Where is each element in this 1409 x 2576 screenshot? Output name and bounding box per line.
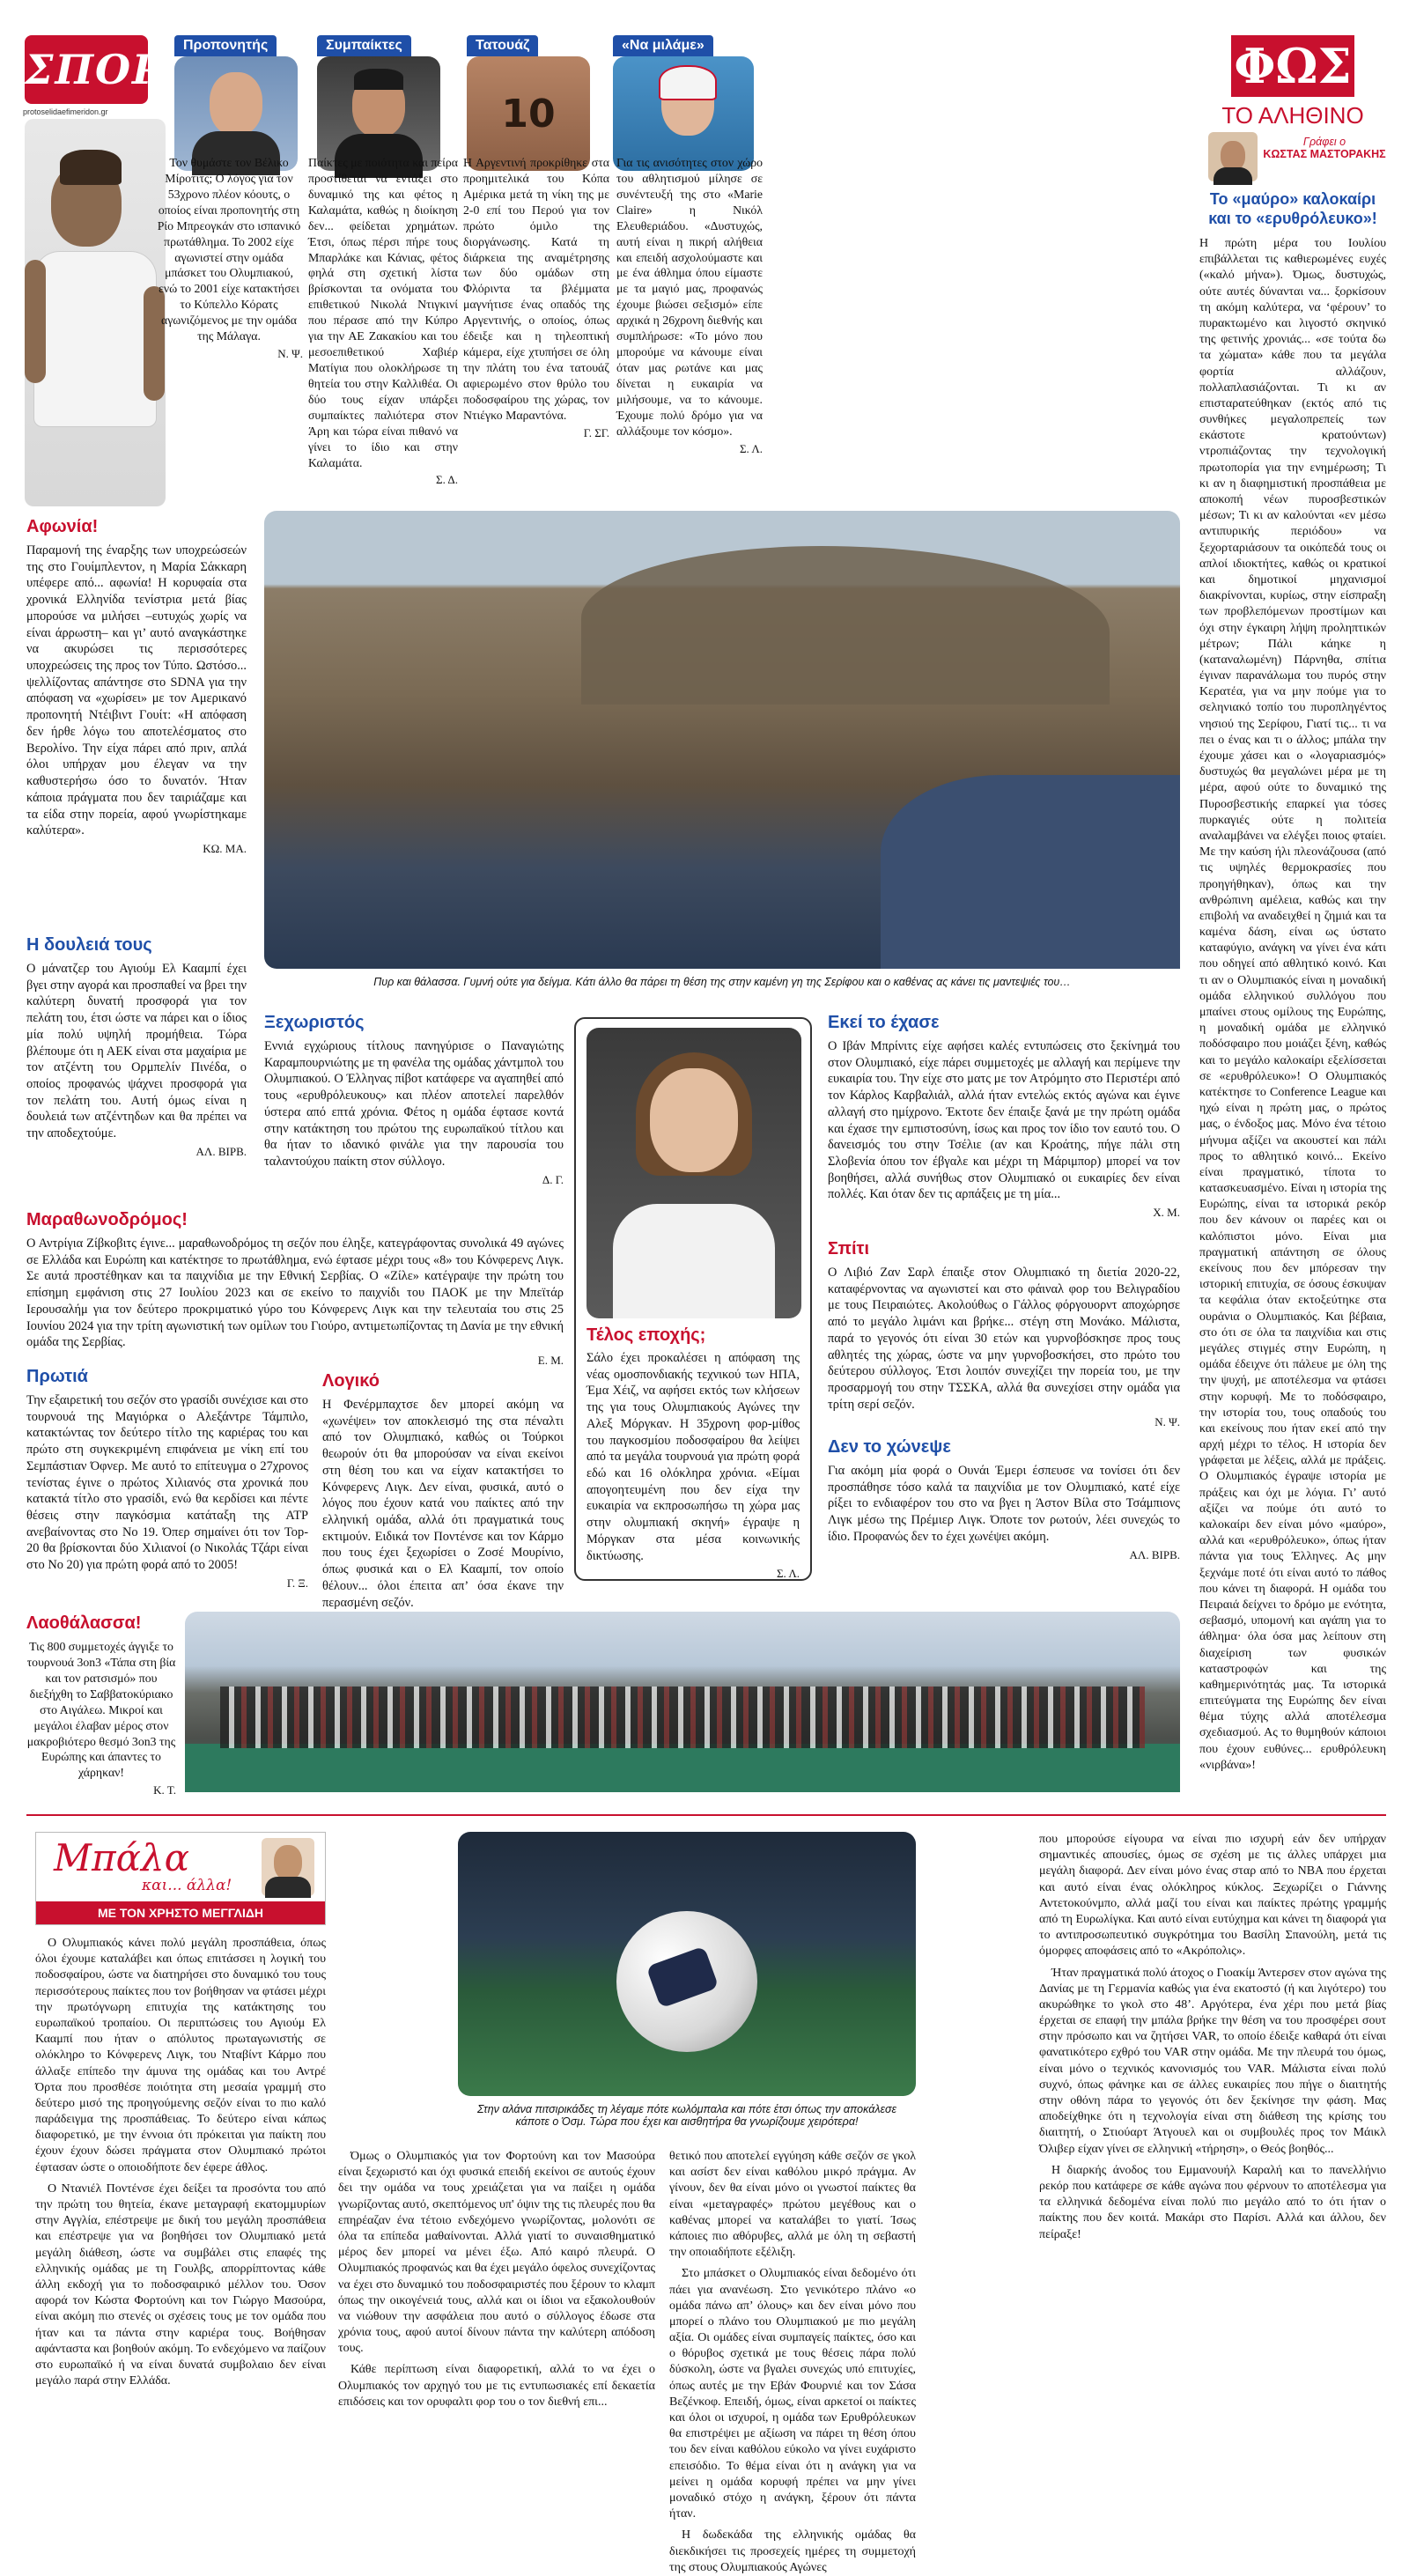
strip-tattoo-text: Η Αργεντινή προκρίθηκε στα προημιτελικά του Κόπα Αμέρικα μετά τη νίκη της με 2-0 επί του Περού για τον πρώτο όμιλο της διοργάνωσης. Κατά τη διάρκεια της αναμέτρησης των δύο ομάδων στη Φλόριντα τα βλέμματα μαγνήτισε ένας οπαδός της Αργεντινής, ο οποίος, όπως έδειξε και η τηλεοπτική κάμερα, είχε χτυπήσει σε όλη την πλάτη του ένα τατουάζ αφιερωμένο στον θρύλο του ποδοσφαίρου της χώρας, τον Ντιέγκο Μαραντόνα. Γ. ΣΓ. xyxy=(463,156,609,439)
article-douleia: Η δουλειά τους Ο μάνατζερ του Αγιούμ Ελ Κααμπί έχει βγει στην αγορά και προσπαθεί να βρει την καλύτερη δυνατή προσφορά για τον πελάτη του, έτσι ώστε να πάρει και ο ίδιος μία πολύ υψηλή προμήθεια. Τώρα βλέπουμε ότι η ΑΕΚ είναι στα μαχαίρια με τον ατζέντη του Ορμπελίν Πινέδα, ο οποίος προφανώς ψάχνει προσφορά για τον πελάτη του. Αυτή όμως είναι η δουλειά των ατζέντηδων και θα πρέπει να την αποδεχτούμε. ΑΛ. ΒΙΡΒ. xyxy=(26,935,247,1158)
source-label: protoselidaefimeridon.gr xyxy=(23,107,108,116)
marathon-heading: Μαραθωνοδρόμος! xyxy=(26,1210,188,1229)
mpala-col4: που μπορούσε είγουρα να είναι πιο ισχυρή εάν δεν υπήρχαν σημαντικές απουσίες, όμως σε σχέση με τις άλλες υπάρχει μια μεγάλη διαφορά. Δεν είναι μόνο ένας σταρ από το NBA που έρχεται και αυτό είναι ένας ολόκληρος κύκλος. Ξεχωρίζει ο Γιάννης Αντετοκούνμπο, αλλά μαζί του είναι και παίκτες πρώτης γραμμής από τη Ευρωλίγκα. Και αυτό είναι ευτύχημα και κάνει τη διαφορά για το αντιπροσωπευτικό συγκρότημα του Βασίλη Σπανούλη, μετά τις όμορφες αποφάσεις από το «Ακρόπολις». Ήταν πραγματικά πολύ άτοχος ο Γιοακίμ Άντερσεν στον αγώνα της Δανίας με τη Γερμανία καθώς για ένα εκατοστό (ή και λιγότερο) του ακυρώθηκε το γκολ στο 48’. Αργότερα, ένα χέρι που μετά βίας έρχεται σε επαφή την μπάλα βρήκε την θέση να του προσφέρει σουτ στην πρόσωπο και να ζητήσει VAR, το οποίο έδειξε καθαρά ότι είναι φανατικότερο εχθρό του VAR στην ομάδα. Με την πλευρά του όμως, είναι μόνο ο τεχνικός κανονισμός του VAR. Μάλιστα είναι πολύ συχνό, όπως φάνηκε και σε άλλες ευκαιρίες που πήγε ο διαιτητής στην οθόνη πάρα το γεγονός ότι δεν ξεκίνησε την φάση. Μας αποδείχθηκε ότι η τεχνολογία είναι στη διάθεση της κρίσης του διαιτητή, ο Στιούαρτ Άτγουελ και οι συμβουλές προς τον Μάικλ Όλιβερ είχαν γίνει σε ελληνική «τήρηση», ο Θεός βοηθός... Η διαρκής άνοδος του Εμμανουήλ Καραλή και το πανελλήνιο ρεκόρ που κατάφερε σε κάθε αγώνα που φέρνουν το αποτέλεσμα για τα ελληνικά δεδομένα είναι πολύ πιο μεγάλο από το ότι ήταν ο παίκτης που δεν κοιτά. Μακάρι στο Παρίσι. Αλλά και άλλου, δεν πείραξε! xyxy=(1039,1833,1386,2241)
article-afonia: Αφωνία! Παραμονή της έναρξης των υποχρεώσεών της στο Γουίμπλεντον, η Μαρία Σάκκαρη υπέφερε από... αφωνία! Η κορυφαία στα χρονικά Ελληνίδα τενίστρια μετά βίας μπορούσε να μιλήσει –ευτυχώς χωρίς να είναι άρρωστη– και γι’ αυτό αναγκάστηκε να ακυρώσει τις περισσότερες υποχρεώσεις της προς τον Τύπο. Ωστόσο... ψελλίζοντας απάντησε στο SDNA για την απόφαση να «χωρίσει» με τον Αμερικανό προπονητή Ντέιβιντ Γουίτ: «Η απόφαση δεν ήρθε λόγω του αποτελέσματος στο Βερολίνο. Την είχα πάρει από πριν, απλά όλοι υπήρχαν μου έλεγαν να την καθυστερήσω όσο το δυνατόν. Ήταν κάποια πράγματα που δεν ταιριάζαμε και τα είδα στην πορεία, αφού γνωρίστηκαμε καλύτερα». ΚΩ. ΜΑ. xyxy=(26,517,247,855)
strip-tattoo xyxy=(467,35,590,171)
xexoristos-heading: Ξεχωριστός xyxy=(264,1013,365,1032)
fos-body: Η πρώτη μέρα του Ιουλίου επιβάλλεται τις καθιερωμένες ευχές («καλό μήνα»). Όμως, δυστυχώς, ούτε αυτές δύνανται να... ξορκίσουν τη ακόμη καλύτερα, να ‘φέρουν’ το πυρακτωμένο και λιγοστό σκηνικό της φετινής χρονιάς... «σε τούτα δω τα χώματα» κάθε που τα μεγάλα φορτία αλλάζουν, πολλαπλασιάζονται. Τι κι αν επισταρατεύθηκαν (εκτός από τις συνθήκες μεγαλοπρεπείς των εκάστοτε κρατούντων) ντροπιάζοντας την τεχνολογική πρωτοπορία για την ενημέρωση; Τι κι αν η διαφημιστική προσπάθεια με αποκοπή νέων πυροσβεστικών μέσων; Τι κι αν καλούνται «εν μέσω αντιπυρικής περιόδου» να ξεχορταριάσουν τα οικόπεδά τους οι απλοί ιδιοκτήτες, καθώς οι κρατικοί και δημοτικοί μηχανισμοί διακρίνονται, κυρίως, στην είσπραξη των προβλεπόμενων προστίμων και όχι στην έγκαιρη λήψη προληπτικών μέτρων; Πάλι κάηκε η (καταναλωμένη) Πάρνηθα, σπίτια έγιναν παρανάλωμα του πυρός στην Κερατέα, για να μην πούμε για το σεληνιακό τοπίο του πυροπληγέντος νησιού της Σερίφου, Γιατί τις... τι να πει ο ένας και τι ο άλλος; μπάλα την έχουμε χάσει και ο «λογαριασμός» δυστυχώς θα μεγαλώνει μέρα με τη μέρα, αφού ούτε το δυναμικό της Πυροσβεστικής επαρκεί για τόσες πυρκαγιές ούτε η πολιτεία αναλαμβάνει να ελέγξει ποιος φταίει. Με την καύση ήλι πλεονάζουσα (από τις υψηλές θερμοκρασίες που προηγήθηκαν), όπως και την ανθρώπινη αμέλεια, καθώς και την επιβολή να αναδειχθεί η ζημιά και τα καμένα δάση, είναι ως ύστατο καταφύγιο, ανάγκη να γίνει ένα κάτι που οδηγεί από αθλητικό κοινό. Και τι αν ο Ολυμπιακός είναι η μοναδική ομάδα ελληνικού συλλόγου που μπαίνει στους ομίλους της Ευρώπης, η μοναδική ομάδα με ελληνικό ποδόσφαιρο που μοιάζει ξένη, καθώς και το μεγάλο καλοκαίρι εξελίσσεται σε «ερυθρόλευκο»! Ο Ολυμπιακός κατέκτησε το Conference League και ηχώ είναι η πρώτη μας, ο πρώτος μας, ο ένδοξος μας. Μόνο ένα τέτοιο μήνυμα αξίζει να ακουστεί και πάλι προς το αθλητικό κοινό... Εκείνο είναι πραγματικό, τίποτα το κατασκευασμένο. Είναι η ιστορία της Ευρώπης, είναι τα ιστορικά ρεκόρ που δεν κάνουν οι παρέες και οι καλόπιστοι μόνο. Είναι μια πραγματική απάντηση σε όλους εκείνους που δεν μπόρεσαν την ιστορική επιτυχία, σε όσους έσκυψαν τα κεφάλια όταν εκτοξεύτηκε στα ουράνια ο Ολυμπιακός. Και βέβαια, στο ότι σε όλα τα παιχνίδια και στις μεγάλες στιγμές στην Ευρώπη, η ομάδα έδειχνε ότι πάλευε με όλη της την ψυχή, με αποτέλεσμα να φτάσει στην κορυφή. Με το ποδόσφαιρο, την ιστορία του, τους οπαδούς του και εκείνους που ήταν εκεί από την αρχή μέχρι το τέλος. Η ιστορία δεν γράφεται με λέξεις, αλλά με πράξεις. Ο Ολυμπιακός έγραψε ιστορία με πράξεις και όχι με λόγια. Γι’ αυτό αξίζει να πούμε ότι αυτό το καλοκαίρι δεν είναι μόνο «μαύρο», αλλά και «ερυθρόλευκο», όπως ήταν πάντα για τους Έλληνες. Ας μην ξεχνάμε ποτέ ότι είναι αυτό το πάθος που κάνει τη διαφορά. Η ομάδα του Πειραιά δείχνει το δρόμο με ενότητα, σεβασμό, υπομονή και αγάπη για το άθλημα· όλα όσα μας λείπουν στη διαχείριση των φυσικών καταστροφών και της καθημερινότητάς μας. Τα ιστορικά επιτεύγματα της Ευρώπης δεν είναι θέμα τύχης αλλά αποτέλεσμα σχεδιασμού. Ας το θυμηθούν κάποιοι που έχουν ευθύνες... ερυθρόλευκη «νιρβάνα»! xyxy=(1199,237,1386,1772)
strip-tattoo-tab: Τατουάζ xyxy=(467,35,538,56)
fos-author-avatar xyxy=(1208,132,1258,181)
ball-caption: Στην αλάνα πιτσιρικάδες τη λέγαμε πότε κωλόμπαλα και πότε έτσι όπως την αποκάλεσε κάποτε ο Όσμ. Τώρα που έχει και αισθητήρα θα γνωρίζουμε χειρότερα! xyxy=(476,2103,897,2128)
strip-coach-tab: Προπονητής xyxy=(174,35,277,56)
article-xexoristos: Ξεχωριστός Εννιά εγχώριους τίτλους πανηγύρισε ο Παναγιώτης Καραμπουρνιώτης με τη φανέλα της ομάδας χάντμπολ του Ολυμπιακού. Ο Έλληνας πίβοτ κατάφερε να αγαπηθεί από τους «ερυθρόλευκους» και πλέον αποτελεί παρελθόν ύστερα από επτά χρόνια. Φέτος η ομάδα έφτασε κοντά στην κατάκτηση του πρώτου της ευρωπαϊκού τίτλου και θα ήταν το ιδανικό φινάλε για την παρουσία του ταλαντούχου παίκτη στον σύλλογο. Δ. Γ. xyxy=(264,1013,564,1186)
den-heading: Δεν το χώνεψε xyxy=(828,1437,951,1457)
laothalassa-heading: Λαοθάλασσα! xyxy=(26,1613,142,1633)
article-ekei: Εκεί το έχασε Ο Ιβάν Μπρίνιτς είχε αφήσει καλές εντυπώσεις στο ξεκίνημά του στον Ολυμπιακό, είχε πάρει συμμετοχές με αλλαγή και περίμενε την ευκαιρία του. Την είχε στο ματς με τον Ατρόμητο στο Περιστέρι από τον Κάρλος Καρβαλιάλ, αλλά ήταν εντελώς εκτός αγώνα και έγινε αλλαγή στο ημίχρονο. Έκτοτε δεν έπαιξε ξανά με την πρώτη ομάδα και έχασε την εμπιστοσύνη, ίσως και προς τον ίδιο τον εαυτό του. Ο δανεισμός του στην Τσέλιε (αν και Κροάτης, πήγε πάλι στη Σλοβενία όπου τον έβγαλε και μέχρι τη Μάριμπορ) μπορεί να τον βοηθήσει, αλλά συνήθως στον Ολυμπιακό οι ευκαιρίες δεν είναι πολλές. Και όταν δεν τις αρπάξεις με τη μία... Χ. Μ. xyxy=(828,1013,1180,1220)
mpala-logo-sub: και... άλλα! xyxy=(142,1877,232,1894)
mpala-col2 xyxy=(336,1936,451,2094)
strip-teammates-tab: Συμπαίκτες xyxy=(317,35,411,56)
coach-photo xyxy=(174,56,298,171)
teammates-photo xyxy=(317,56,440,171)
fos-logo xyxy=(1231,35,1354,97)
tattoo-photo: 10 xyxy=(467,56,590,171)
strip-talk xyxy=(613,35,754,171)
fos-logo-text: ΦΩΣ xyxy=(1234,38,1352,94)
mpala-col2-main: Όμως ο Ολυμπιακός για τον Φορτούνη και τον Μασούρα είναι ξεχωριστό και όχι φυσικά επειδή εκείνοι σε αυτούς έχουν δει την ομάδα να τους χρειάζεται για να παίξει η ομάδα γνωρίζοντας αυτό, σκεπτόμενος υπ' όψιν της τις πλευρές που θα επηρέαζαν ένα τέτοιο ενδεχόμενο γνωρίζοντας, μολονότι σε όλα τα επίπεδα μαθαίνονται. Αλλά γιατί το συναισθηματικό μέρος δεν μπορεί να μένει έξω. Από καιρό πλευρά. Ο Ολυμπιακός προφανώς και θα έχει μεγάλο όφελος συνεχίζοντας να έχει στο δυναμικό του ποδοσφαιριστές που ξέρουν το κλαμπ όπως την οικογένειά τους, αλλά και οι ίδιοι να εξακολουθούν να νιώθουν την ασφάλεια που αυτό ο σύλλογος έδωσε στα χρόνια τους, αφού αυτοί δίνουν πάντα την καλύτερη απόδοση τους. Κάθε περίπτωση είναι διαφορετική, αλλά το να έχει ο Ολυμπιακός τον αρχηγό του με τις εντυπωσιακές επί δεκαετία επιδόσεις και τον ορυφαλτι φορ του ο τον διεθνή επι... xyxy=(338,2150,655,2409)
fos-headline: Το «μαύρο» καλοκαίρι και το «ερυθρόλευκο»! xyxy=(1208,190,1377,227)
mpala-logo-main: Μπάλα xyxy=(54,1836,189,1879)
mpala-author-avatar xyxy=(262,1838,314,1896)
article-logiko: Λογικό Η Φενέρμπαχτσε δεν μπορεί ακόμη να «χωνέψει» τον αποκλεισμό της στα πέναλτι από τον Ολυμπιακό, καθώς οι Τούρκοι θεωρούν ότι θα μπορούσαν να είναι εκείνοι στη θέση του και να είχαν κατακτήσει το Κόνφερενς Λιγκ. Δεν είναι, φυσικά, αυτό ο λόγος που έχουν κατά νου παίκτες από την ελληνική ομάδα, αλλά ότι πραγματικά τους εκτιμούν. Ειδικά τον Ποντένσε και τον Κάρμο που τους έχει ξεχωρίσει ο Ζοσέ Μουρίνιο, όπως φυσικά και ο Ελ Κααμπί, τον οποίο θέλουν... όλοι έπειτα απ’ όσα έκανε την περασμένη σεζόν. xyxy=(322,1371,564,1610)
article-spiti: Σπίτι Ο Λιβιό Ζαν Σαρλ έπαιξε στον Ολυμπιακό τη διετία 2020-22, καταφέρνοντας να αγωνιστεί και στο φάιναλ φορ του Βελιγραδίου με τους Πειραιώτες. Ακολούθως ο Γάλλος φόργουορντ αποχώρησε από το μεγάλο λιμάνι και βρήκε... στέγη στη Μονάκο. Μάλιστα, παρά το γεγονός ότι είναι 30 ετών και γυρνοβόσκησε προς τους αθλητές της χώρας, ώστε να μην γυρνοβοσκήσει, στο πρώτο του δεύτερου σύλλογος. Έτσι λοιπόν συνεχίζει την πορεία του, με την προσαρμογή του στην ΤΣΣΚΑ, αλλά θα συνεχίσει στην ομάδα για τρίτη σερί σεζόν. Ν. Ψ. xyxy=(828,1239,1180,1429)
strip-talk-tab: «Να μιλάμε» xyxy=(613,35,713,56)
fos-byline: Γράφει ο ΚΩΣΤΑΣ ΜΑΣΤΟΡΑΚΗΣ xyxy=(1263,136,1386,160)
sport-logo xyxy=(25,35,165,104)
morgan-photo xyxy=(586,1028,801,1318)
strip-teammates xyxy=(317,35,440,171)
article-den: Δεν το χώνεψε Για ακόμη μία φορά ο Ουνάι Έμερι έσπευσε να τονίσει ότι δεν προσπάθησε τόσο καλά τα παιχνίδια με τον Ολυμπιακό, κατέ είχε ρίξει το ενδιαφέρον του στο να βγει η Άστον Βίλα στο Τσάμπιονς Λιγκ μέσω της Πρέμιερ Λιγκ. Όποτε τον ρωτούν, λέει συνεχώς το ίδιο. Προφανώς δεν το έχει χωνέψει ακόμη. ΑΛ. ΒΙΡΒ. xyxy=(828,1437,1180,1561)
logiko-heading: Λογικό xyxy=(322,1371,380,1391)
landscape-photo xyxy=(264,511,1180,969)
mpala-col1: Ο Ολυμπιακός κάνει πολύ μεγάλη προσπάθεια, όπως όλοι έχουμε καταλάβει και όπως επιτάσσει η λογική του ποδοσφαίρου, ώστε να διατηρήσει στο δυναμικό του τους περισσότερους παίκτες που τον βοήθησαν να φτάσει μέχρι την πρωτόγνωρη επιτυχία της κατάκτησης του ευρωπαϊκού τροπαίου. Οι περιπτώσεις του Αγιούμ Ελ Κααμπί που ήταν ο απόλυτος πρωταγωνιστής σε ολόκληρο το Κόνφερενς Λιγκ, του Νταβίντ Κάρμο που άλλαξε επίπεδο την άμυνα της ομάδας και του Αντρέ Όρτα που προσθέσε ποιότητα στη μεσαία γραμμή στο δεύτερο μισό της προηγούμενης σεζόν είναι το πιο καλό παράδειγμα της προσπάθειας. Το δεύτερο είναι κάπως διαφορετικό, με την έννοια ότι πρόκειται για παίκτη που έχουν έχουν δώσει πράγματα στον Ολυμπιακό πρώτοι έφτασαν ώστε ο οποιοδήποτε δεν έφερε άθλος. Ο Ντανιέλ Ποντένσε έχει δείξει τα προσόντα του από την πρώτη του θητεία, έκανε μεταγραφή εκατομμυρίων στην Αγγλία, επέστρεψε με δική του μεγάλη προσπάθεια και επέστρεψε για να βοηθήσει τον Ολυμπιακό μετά μεγάλη διάθεση, ώστε να συμβάλει στις επαφές της ελληνικής ομάδας με τη Γουλβς, απορρίπτοντας κάθε άλλη εκδοχή για το ποδοσφαιρικό μέλλον του. Όσον αφορά τον Κώστα Φορτούνη και τον Γιώργο Μασούρα, είναι ακόμη πιο στενές οι σχέσεις τους με τον ομάδα που ήταν και τα πάντα στην καριέρα τους. Βοήθησαν αφάνταστα και βοηθούν ακόμη. Το ενδεχόμενο να παίζουν στο ευρωπαϊκό ή να είναι δυνατά συμβολαιο δεν είναι μεγάλο παρά στην Ελλάδα. xyxy=(35,1937,326,2388)
douleia-heading: Η δουλειά τους xyxy=(26,935,152,955)
fos-author: ΚΩΣΤΑΣ ΜΑΣΤΟΡΑΚΗΣ xyxy=(1263,148,1386,160)
strip-talk-text: Για τις ανισότητες στον χώρο του αθλητισμού μίλησε σε συνέντευξή της στο «Marie Claire» η Νικόλ Ελευθεριάδου. «Δυστυχώς, αυτή είναι η πικρή αλήθεια και επειδή ασχολούμαστε και με ένα άθλημα όπου είμαστε με τα μαγιό μας, προφανώς έχουμε βιώσει σεξισμό» είπε αρχικά η 26χρονη διεθνής και συμπλήρωσε: «Το μόνο που μπορούμε να κάνουμε είναι όταν μας ρωτάνε και μας δίνεται η ευκαιρία να μιλήσουμε, να το κάνουμε. Έχουμε πολύ δρόμο για να αλλάξουμε τον κόσμο». Σ. Λ. xyxy=(616,156,763,455)
sport-logo-text: ΣΠΟΡ xyxy=(25,46,165,93)
mpala-author: ΜΕ ΤΟΝ ΧΡΗΣΤΟ ΜΕΓΓΛΙΔΗ xyxy=(36,1901,325,1924)
article-marathon: Μαραθωνοδρόμος! Ο Αντρίγια Ζίβκοβιτς έγινε... μαραθωνοδρόμος τη σεζόν που έληξε, κατεγράφοντας συνολικά 49 αγώνες σε Ελλάδα και Ευρώπη και κατέκτησε το πρωτάθλημα, ενώ έφτασε μέχρι τους «8» του Κόνφερενς Λιγκ. Σε αυτά προστέθηκαν και τα παιχνίδια με την Εθνική Σερβίας. Ο «Ζίλε» κατέγραψε την πρώτη του επίσημη εμφάνιση στις 27 Ιουλίου 2023 και σε εκείνο το παιχνίδι του ΠΑΟΚ με την Μπεϊτάρ Ιερουσαλήμ για τον δεύτερο προκριματικό γύρο του Κόνφερενς Λιγκ και την τελευταία του στις 25 Ιουνίου 2024 για την τρίτη αγωνιστική των ομίλων του Γιούρο, αντιμετωπίζοντας τη Δανία με την εθνική ομάδα της Σερβίας. Ε. Μ. xyxy=(26,1210,564,1368)
landscape-caption: Πυρ και θάλασσα. Γυμνή ούτε για δείγμα. Κάτι άλλο θα πάρει τη θέση της στην καμένη γη της Σερίφου και ο καθένας ας κάνει τις μαντεψιές του… xyxy=(373,976,1071,988)
mpala-col3: θετικό που αποτελεί εγγύηση κάθε σεζόν σε γκολ και ασίστ δεν είναι καθόλου μικρό πράγμα. Αν γίνουν, δεν θα είναι μόνο οι γνωστοί παίκτες θα είναι «μεταγραφές» πρώτου μεγέθους και ο καθένας μπορεί να καταλάβει το γιατί. Ίσως κάποιες πιο αθόρυβες, αλλά με όλη τη σεβαστή την οποιαδήποτε εξέλιξη. Στο μπάσκετ ο Ολυμπιακός είναι δεδομένο ότι πάει για ανανέωση. Στο γενικότερο πλάνο «ο ομάδα πάνω απ’ όλους» και δεν είναι μόνο που μπορεί ο πλάνο του Ολυμπιακού με πιο μεγάλη αξία. Οι ομάδες είναι συμπαγείς παίκτες, όσο και ο θόρυβος σχετικά με τους θέσεις πάρα πολύ δύσκολη, ώστε να βγαλει συνεχώς υπό επιτυχίες, όπως αυτές με την Εβάν Φουρνιέ και τον Σάσα Βεζένκοφ. Επειδή, όμως, είναι αρκετοί οι παίκτες και όλοι οι ισχυροί, η ομάδα των Ερυθρόλευκων θα επιστρέψει με αξίωση να πάρει τη θέση όπου του δεν είναι καθόλου εύκολο να γίνει ευχάριστο επεισόδιο. Το θέμα είναι ότι η ανάγκη για να μείνει η ομάδα κορυφή πρέπει να μην γίνει μοναδικό στόχο η ανάγκη, ξέρουν ότι πάντα ήταν. Η δωδεκάδα της ελληνικής ομάδας θα διεκδικήσει τις προσεχείς ημέρες τη συμμετοχή της στους Ολυμπιακούς Αγώνες xyxy=(669,2150,916,2574)
article-protia: Πρωτιά Την εξαιρετική του σεζόν στο γρασίδι συνέχισε και στο τουρνουά της Μαγιόρκα ο Αλεξάντρε Τάμπιλο, κατακτώντας τον δεύτερο τίτλο της καριέρας του και πρώτο στη συγκεκριμένη επιφάνεια με νίκη επί του Σεμπάστιαν Όφνερ. Με αυτό το επίτευγμα ο 27χρονος τενίστας έγινε ο πρώτος Χιλιανός στα χρονικά που κατακτά τίτλο στο γρασίδι, ενώ θα κερδίσει και πέντε θέσεις στην παγκόσμια κατάταξη της ATP ανεβαίνοντας στο Νο 19. Όπερ σημαίνει ότι τον Top-20 θα βρίσκονται δύο Χιλιανοί (ο Νικολάς Τζάρι είναι στο Νο 20) για πρώτη φορά από το 2005! Γ. Ξ. xyxy=(26,1367,308,1590)
mpala-logo xyxy=(35,1832,326,1925)
crowd-photo xyxy=(185,1612,1180,1792)
spiti-heading: Σπίτι xyxy=(828,1239,870,1258)
ball-photo xyxy=(458,1832,916,2096)
strip-coach xyxy=(174,35,298,171)
tennis-player-photo xyxy=(25,119,166,506)
fos-subtitle: ΤΟ ΑΛΗΘΙΝΟ xyxy=(1221,102,1364,129)
strip-teammates-text: Παίκτες με ποιότητα και πείρα προστίθεται να εντάξει στο δυναμικό της και φέτος η Καλαμάτα, καθώς η διοίκηση δεν... φείδεται χρημάτων. Έτσι, όπως πέρσι πήρε τους Μπαρλάκε και Κάνιας, φέτος φηλά στη σχετική λίστα βρίσκονται τα ονόματα του επιθετικού Νικολά Ντιγκινί που πέρασε από την Κύπρο για την ΑΕ Ζακακίου και του μεσοεπιθετικού Χαβιέρ Ματίγια που ολοκλήρωσε τη θητεία του στην Καλλιθέα. Οι δύο τους είχαν υπάρξει συμπαίκτες παλιότερα στον Άρη και τώρα είναι πιθανό να γίνει το ίδιο και στην Καλαμάτα. Σ. Δ. xyxy=(308,156,459,487)
protia-heading: Πρωτιά xyxy=(26,1367,88,1386)
telos-heading: Τέλος εποχής; xyxy=(586,1325,706,1345)
afonia-heading: Αφωνία! xyxy=(26,517,99,536)
morgan-box: Τέλος εποχής; Σάλο έχει προκαλέσει η απόφαση της νέας ομοσπονδιακής τεχνικού των ΗΠΑ, Έμα Χέιζ, να αφήσει εκτός των κλήσεων της για τους Ολυμπιακούς Αγώνες την Αλεξ Μόργκαν. Η 35χρονη φορ-μίθος του παγκοσμίου ποδοσφαίρου θα λείψει από τα μεγάλα τουρνουά για πρώτη φορά εδώ και 16 ολόκληρα χρόνια. «Είμαι απογοητευμένη που δεν είχα την ευκαιρία να εκπροσωπήσω τη χώρα μας στην ολυμπιακή σκηνή» έγραψε η Μόργκαν στα μέσα κοινωνικής δικτύωσης. Σ. Λ. xyxy=(574,1017,812,1581)
ekei-heading: Εκεί το έχασε xyxy=(828,1013,940,1032)
strip-coach-text: Τον θυμάστε τον Βέλικο Μίροτιτς; Ο λόγος για τον 53χρονο πλέον κόουτς, ο οποίος είναι προπονητής στη Ρίο Μπρεογκάν στο ισπανικό πρωτάθλημα. Το 2002 είχε αγωνιστεί στην ομάδα μπάσκετ του Ολυμπιακού, ενώ το 2001 είχε κατακτήσει το Κύπελλο Κόρατς αγωνιζόμενος με την ομάδα της Μάλαγα. Ν. Ψ. xyxy=(157,156,303,361)
waterpolo-photo xyxy=(613,56,754,171)
article-laothalassa: Λαοθάλασσα! Τις 800 συμμετοχές άγγιξε το τουρνουά 3on3 «Τάπα στη βία και τον ρατσισμό» που διεξήχθη το Σαββατοκύριακο στο Αιγάλεω. Μικροί και μεγάλοι έλαβαν μέρος στον μακροβιότερο θεσμό 3on3 της Ευρώπης και άπαντες το χάρηκαν! Κ. Τ. xyxy=(26,1613,176,1797)
section-divider xyxy=(26,1814,1386,1816)
